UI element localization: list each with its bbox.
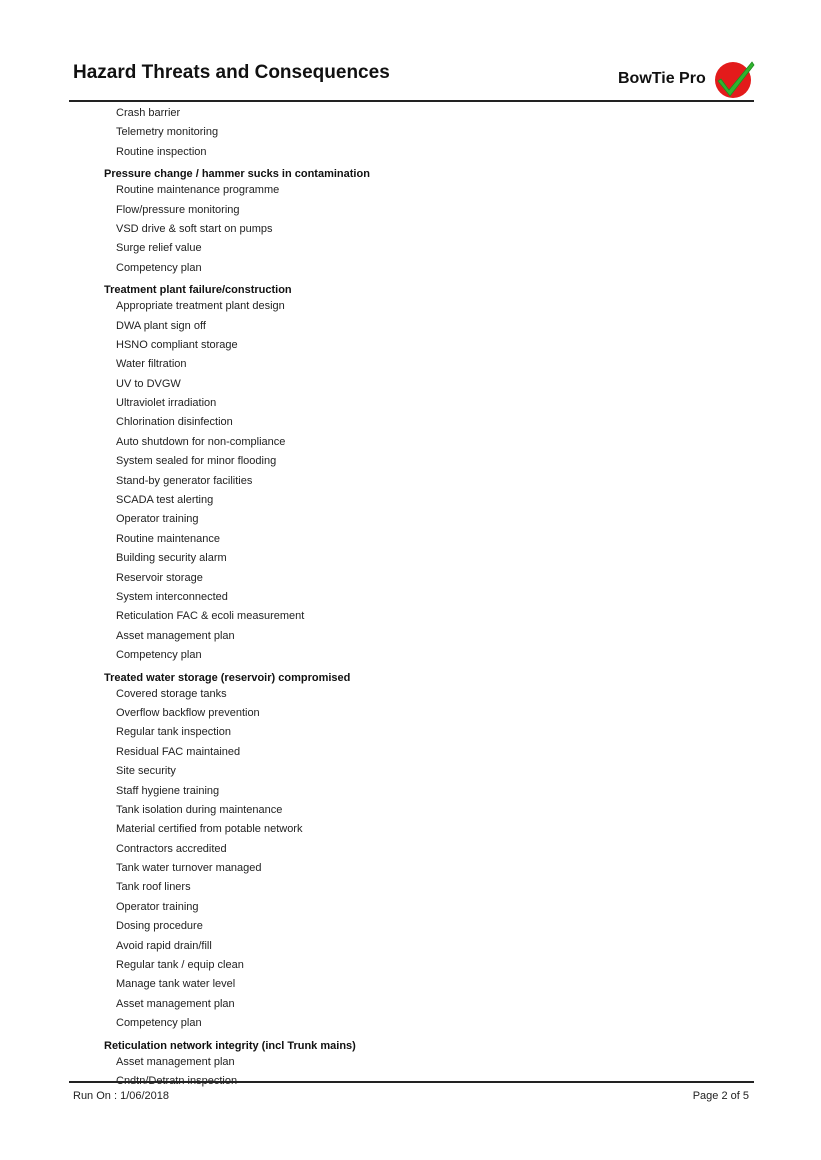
list-item: Regular tank inspection [116, 726, 231, 739]
list-item: Material certified from potable network [116, 823, 303, 836]
list-item: Stand-by generator facilities [116, 474, 253, 487]
list-item: Appropriate treatment plant design [116, 300, 285, 313]
list-item: Routine inspection [116, 145, 207, 158]
list-item: Tank roof liners [116, 881, 191, 894]
list-item: SCADA test alerting [116, 494, 214, 507]
list-item: Covered storage tanks [116, 687, 227, 700]
page-title: Hazard Threats and Consequences [73, 62, 390, 83]
list-item: Staff hygiene training [116, 784, 220, 797]
list-item: Chlorination disinfection [116, 416, 233, 429]
list-item: Asset management plan [116, 1055, 235, 1068]
header-divider [69, 100, 754, 102]
list-item: Avoid rapid drain/fill [116, 939, 212, 952]
list-item: Building security alarm [116, 552, 227, 565]
list-item: Site security [116, 765, 176, 778]
list-item: Operator training [116, 513, 199, 526]
list-item: System sealed for minor flooding [116, 455, 277, 468]
list-item: HSNO compliant storage [116, 338, 238, 351]
list-item: Routine maintenance [116, 532, 220, 545]
red-circle-green-check-icon [714, 58, 756, 100]
list-item: Asset management plan [116, 629, 235, 642]
list-item: VSD drive & soft start on pumps [116, 222, 273, 235]
list-item: Competency plan [116, 649, 202, 662]
bowtie-pro-logo [618, 58, 758, 100]
list-item: Manage tank water level [116, 978, 236, 991]
list-item: Ultraviolet irradiation [116, 397, 217, 410]
section-heading: Treated water storage (reservoir) compromised [104, 671, 351, 684]
list-item: Water filtration [116, 358, 187, 371]
list-item: Tank isolation during maintenance [116, 803, 283, 816]
threat-control-list [104, 104, 744, 1091]
run-date: Run On : 1/06/2018 [73, 1090, 170, 1102]
list-item: Competency plan [116, 1017, 202, 1030]
page-number: Page 2 of 5 [692, 1090, 749, 1102]
list-item: Operator training [116, 900, 199, 913]
list-item: Telemetry monitoring [116, 126, 219, 139]
list-item: Regular tank / equip clean [116, 959, 244, 972]
list-item: System interconnected [116, 590, 228, 603]
list-item: Crash barrier [116, 107, 181, 119]
list-item: DWA plant sign off [116, 319, 206, 332]
list-item: Asset management plan [116, 997, 235, 1010]
list-item: Routine maintenance programme [116, 184, 280, 197]
section-heading: Pressure change / hammer sucks in contamination [104, 168, 370, 181]
logo-text: BowTie Pro [618, 70, 706, 87]
list-item: Competency plan [116, 261, 202, 274]
section-heading: Treatment plant failure/construction [104, 284, 292, 297]
list-item: Auto shutdown for non-compliance [116, 435, 286, 448]
list-item: Overflow backflow prevention [116, 706, 260, 719]
list-item: Flow/pressure monitoring [116, 203, 240, 216]
list-item: Reticulation FAC & ecoli measurement [116, 610, 305, 623]
list-item: Dosing procedure [116, 920, 203, 933]
footer-divider [69, 1081, 754, 1083]
list-item: Contractors accredited [116, 842, 227, 855]
list-item: UV to DVGW [116, 377, 181, 390]
list-item: Reservoir storage [116, 571, 203, 584]
list-item: Tank water turnover managed [116, 862, 262, 875]
list-item: Residual FAC maintained [116, 745, 241, 758]
section-heading: Reticulation network integrity (incl Trunk mains) [104, 1039, 356, 1052]
list-item: Surge relief value [116, 242, 202, 255]
